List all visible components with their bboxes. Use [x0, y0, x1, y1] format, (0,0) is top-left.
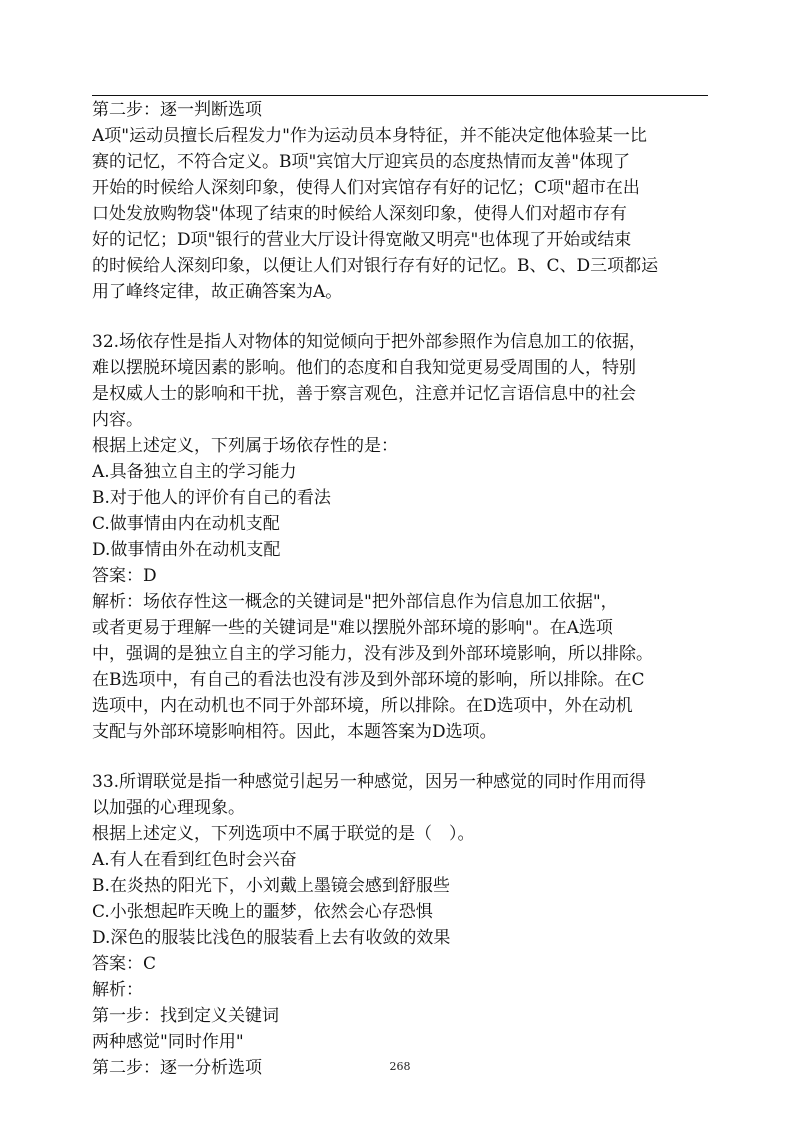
answer-line: 答案：D	[92, 566, 157, 586]
analysis-line: A项"运动员擅长后程发力"作为运动员本身特征，并不能决定他体验某一比	[92, 126, 647, 146]
analysis-line: 口处发放购物袋"体现了结束的时候给人深刻印象，使得人们对超市存有	[92, 204, 627, 224]
question-prompt: 根据上述定义，下列属于场依存性的是：	[92, 436, 398, 456]
option-b: B.对于他人的评价有自己的看法	[92, 488, 331, 508]
analysis-line: 解析：场依存性这一概念的关键词是"把外部信息作为信息加工依据"，	[92, 592, 618, 612]
question-stem-line: 是权威人士的影响和干扰，善于察言观色，注意并记忆言语信息中的社会	[92, 384, 636, 404]
analysis-label: 解析：	[92, 980, 143, 1000]
analysis-line: 好的记忆；D项"银行的营业大厅设计得宽敞又明亮"也体现了开始或结束	[92, 230, 632, 250]
option-c: C.做事情由内在动机支配	[92, 514, 280, 534]
analysis-line: 的时候给人深刻印象，以便让人们对银行存有好的记忆。B、C、D三项都运	[92, 256, 659, 276]
step-heading: 第二步：逐一判断选项	[92, 100, 262, 120]
option-a: A.具备独立自主的学习能力	[92, 462, 297, 482]
analysis-line: 中，强调的是独立自主的学习能力，没有涉及到外部环境影响，所以排除。	[92, 644, 653, 664]
analysis-line: 或者更易于理解一些的关键词是"难以摆脱外部环境的影响"。在A选项	[92, 618, 613, 638]
option-b: B.在炎热的阳光下，小刘戴上墨镜会感到舒服些	[92, 876, 450, 896]
keyword-line: 两种感觉"同时作用"	[92, 1032, 244, 1052]
question-prompt: 根据上述定义，下列选项中不属于联觉的是（ ）。	[92, 824, 475, 844]
question-stem-line: 难以摆脱环境因素的影响。他们的态度和自我知觉更易受周围的人，特别	[92, 358, 636, 378]
answer-line: 答案：C	[92, 954, 157, 974]
question-stem-line: 以加强的心理现象。	[92, 798, 245, 818]
option-d: D.深色的服装比浅色的服装看上去有收敛的效果	[92, 928, 451, 948]
analysis-line: 支配与外部环境影响相符。因此，本题答案为D选项。	[92, 722, 497, 742]
page-content	[92, 97, 708, 1081]
option-c: C.小张想起昨天晚上的噩梦，依然会心存恐惧	[92, 902, 433, 922]
analysis-line: 在B选项中，有自己的看法也没有涉及到外部环境的影响，所以排除。在C	[92, 670, 645, 690]
question-stem-line: 内容。	[92, 410, 143, 430]
analysis-line: 用了峰终定律，故正确答案为A。	[92, 282, 343, 302]
analysis-line: 赛的记忆，不符合定义。B项"宾馆大厅迎宾员的态度热情而友善"体现了	[92, 152, 631, 172]
step-heading: 第二步：逐一分析选项	[92, 1058, 262, 1078]
paragraph-gap	[92, 305, 708, 329]
analysis-line: 选项中，内在动机也不同于外部环境，所以排除。在D选项中，外在动机	[92, 696, 633, 716]
step-heading: 第一步：找到定义关键词	[92, 1006, 279, 1026]
option-a: A.有人在看到红色时会兴奋	[92, 850, 297, 870]
paragraph-gap	[92, 745, 708, 769]
page-number: 268	[389, 1060, 411, 1073]
analysis-line: 开始的时候给人深刻印象，使得人们对宾馆存有好的记忆；C项"超市在出	[92, 178, 640, 198]
question-stem-line: 32.场依存性是指人对物体的知觉倾向于把外部参照作为信息加工的依据，	[92, 332, 647, 352]
header-rule	[92, 95, 708, 96]
question-stem-line: 33.所谓联觉是指一种感觉引起另一种感觉，因另一种感觉的同时作用而得	[92, 772, 647, 792]
option-d: D.做事情由外在动机支配	[92, 540, 281, 560]
